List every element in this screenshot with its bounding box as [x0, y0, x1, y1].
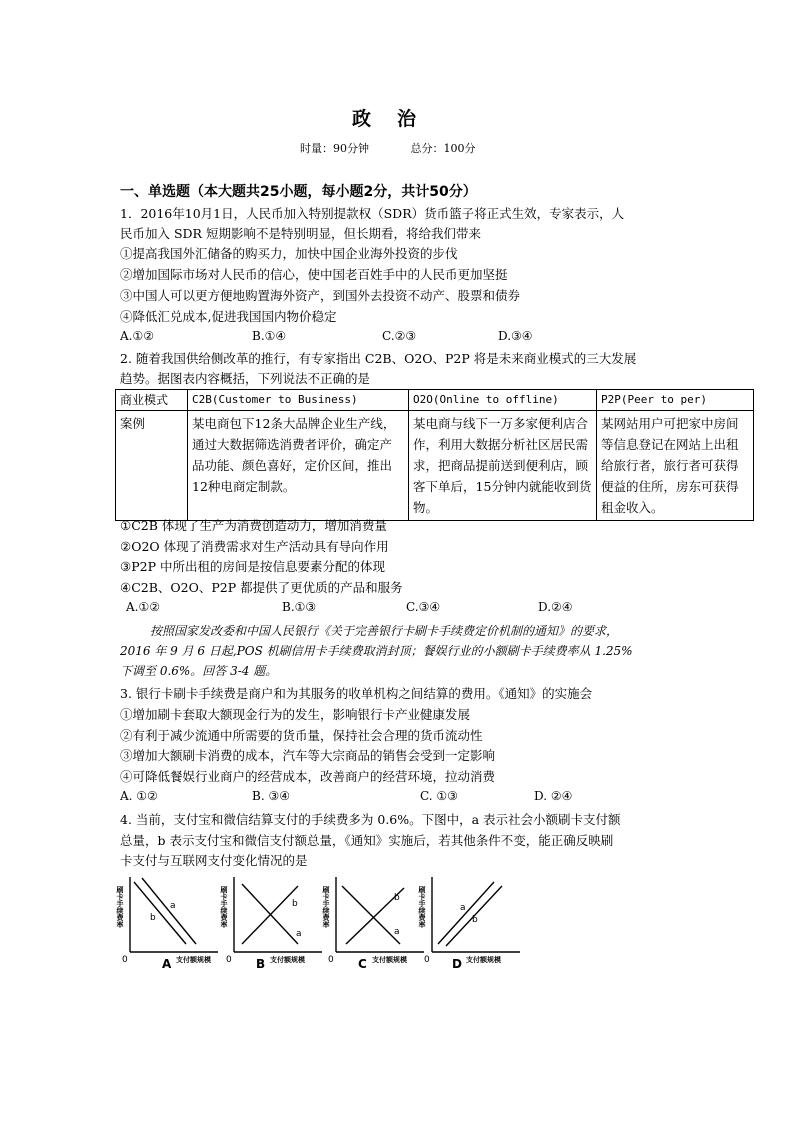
- q3-stem: 3. 银行卡刷卡手续费是商户和为其服务的收单机构之间结算的费用。《通知》的实施会: [120, 686, 593, 701]
- line-label-b: b: [292, 899, 298, 909]
- option-c: C. ①③: [420, 789, 458, 803]
- material-line3: 下调至 0.6%。回答 3-4 题。: [120, 664, 278, 678]
- graph-c: [324, 872, 424, 972]
- table-header-cell: 商业模式: [116, 390, 188, 411]
- origin-label: 0: [122, 955, 128, 965]
- q4-stem-line2: 总量，b 表示支付宝和微信支付额总量，《通知》实施后，若其他条件不变，能正确反映刷: [120, 833, 614, 848]
- x-axis-label: 支付额规模: [270, 956, 305, 964]
- option-a: A.①②: [120, 329, 154, 343]
- line-label-a: a: [170, 901, 176, 911]
- option-b: B.①④: [252, 329, 287, 343]
- q4-graph-set: [118, 872, 520, 972]
- option-b: B.①③: [282, 600, 317, 614]
- graph-a: [118, 872, 218, 972]
- q2-item: ③P2P 中所出租的房间是按信息要素分配的体现: [120, 559, 385, 574]
- y-axis-label: 刷卡手续费率: [220, 886, 228, 928]
- graph-d: [420, 872, 520, 972]
- table-cell: 案例: [116, 411, 188, 521]
- table-cell: 某电商包下12条大品牌企业生产线，通过大数据筛选消费者评价，确定产品功能、颜色喜好，定价区间，推出12种电商定制款。: [188, 411, 409, 521]
- q4-stem-line3: 卡支付与互联网支付变化情况的是: [120, 853, 308, 868]
- option-d: D.②④: [538, 600, 573, 614]
- table-header-cell: C2B(Customer to Business): [188, 390, 409, 411]
- line-label-b: b: [150, 913, 156, 923]
- line-label-a: a: [296, 929, 302, 939]
- q2-stem-line1: 2. 随着我国供给侧改革的推行，有专家指出 C2B、O2O、P2P 将是未来商业模式的三大发展: [120, 351, 637, 366]
- origin-label: 0: [424, 955, 430, 965]
- section-heading: 一、单选题（本大题共25小题，每小题2分，共计50分）: [120, 184, 477, 200]
- origin-label: 0: [328, 955, 334, 965]
- q1-stem-line2: 民币加入 SDR 短期影响不是特别明显，但长期看，将给我们带来: [120, 226, 481, 241]
- page-title: 政治: [351, 108, 442, 130]
- q3-item: ②有利于减少流通中所需要的货币量，保持社会合理的货币流动性: [120, 728, 483, 743]
- q1-item: ①提高我国外汇储备的购买力，加快中国企业海外投资的步伐: [120, 246, 458, 261]
- option-a: A.①②: [126, 600, 160, 614]
- q1-item: ②增加国际市场对人民币的信心，使中国老百姓手中的人民币更加坚挺: [120, 267, 508, 282]
- y-axis-label: 刷卡手续费率: [322, 886, 330, 928]
- table-row: [116, 411, 754, 521]
- q3-item: ③增加大额刷卡消费的成本，汽车等大宗商品的销售会受到一定影响: [120, 748, 496, 763]
- q1-options: [120, 329, 620, 345]
- graph-label-b: B: [256, 957, 266, 971]
- table-cell: 某网站用户可把家中房间等信息登记在网站上出租给旅行者，旅行者可获得便益的住所，房东可获得租金收入。: [597, 411, 754, 521]
- y-axis-label: 刷卡手续费率: [116, 886, 124, 928]
- q4-stem-line1: 4. 当前，支付宝和微信结算支付的手续费多为 0.6%。下图中，a 表示社会小额刷卡支付额: [120, 812, 621, 827]
- q2-options: [126, 600, 626, 616]
- total-score: 总分：100分: [410, 142, 476, 155]
- q3-item: ④可降低餐娱行业商户的经营成本，改善商户的经营环境，拉动消费: [120, 769, 496, 784]
- business-model-table: [115, 389, 754, 521]
- option-b: B. ③④: [252, 789, 290, 803]
- line-label-a: a: [394, 927, 400, 937]
- option-c: C.③④: [406, 600, 441, 614]
- exam-meta: [300, 140, 514, 156]
- table-header-row: [116, 390, 754, 411]
- table-header-cell: P2P(Peer to per): [597, 390, 754, 411]
- y-axis-label: 刷卡手续费率: [418, 886, 426, 928]
- option-a: A. ①②: [120, 789, 158, 803]
- x-axis-label: 支付额规模: [176, 956, 211, 964]
- line-label-b: b: [394, 893, 400, 903]
- x-axis-label: 支付额规模: [372, 956, 407, 964]
- origin-label: 0: [226, 955, 232, 965]
- material-line2: 2016 年 9 月 6 日起,POS 机刷信用卡手续费取消封顶；餐娱行业的小额刷卡手续费率从 1.25%: [120, 644, 633, 658]
- line-label-a: a: [460, 903, 466, 913]
- option-d: D. ②④: [534, 789, 573, 803]
- graph-label-d: D: [452, 957, 462, 971]
- time-limit: 时量：90分钟: [300, 142, 369, 155]
- option-d: D.③④: [498, 329, 533, 343]
- q2-item: ②O2O 体现了消费需求对生产活动具有导向作用: [120, 539, 389, 554]
- graph-b: [222, 872, 322, 972]
- table-cell: 某电商与线下一万多家便利店合作，利用大数据分析社区居民需求，把商品提前送到便利店，顾客下单后，15分钟内就能收到货物。: [409, 411, 597, 521]
- q2-item: ①C2B 体现了生产为消费创造动力，增加消费量: [120, 518, 387, 533]
- q1-item: ④降低汇兑成本,促进我国国内物价稳定: [120, 309, 337, 324]
- q1-stem-line1: 1．2016年10月1日，人民币加入特别提款权（SDR）货币篮子将正式生效，专家表示，人: [120, 206, 625, 221]
- q3-options: [120, 789, 620, 805]
- q2-item: ④C2B、O2O、P2P 都提供了更优质的产品和服务: [120, 580, 403, 595]
- q1-item: ③中国人可以更方便地购置海外资产，到国外去投资不动产、股票和债券: [120, 288, 521, 303]
- q3-item: ①增加刷卡套取大额现金行为的发生，影响银行卡产业健康发展: [120, 707, 471, 722]
- material-line1: 按照国家发改委和中国人民银行《关于完善银行卡刷卡手续费定价机制的通知》的要求，: [150, 624, 619, 638]
- line-label-b: b: [472, 915, 478, 925]
- option-c: C.②③: [382, 329, 417, 343]
- q2-stem-line2: 趋势。据图表内容概括，下列说法不正确的是: [120, 371, 371, 386]
- table-header-cell: O2O(Online to offline): [409, 390, 597, 411]
- x-axis-label: 支付额规模: [466, 956, 501, 964]
- graph-label-a: A: [162, 957, 172, 971]
- graph-label-c: C: [358, 957, 367, 971]
